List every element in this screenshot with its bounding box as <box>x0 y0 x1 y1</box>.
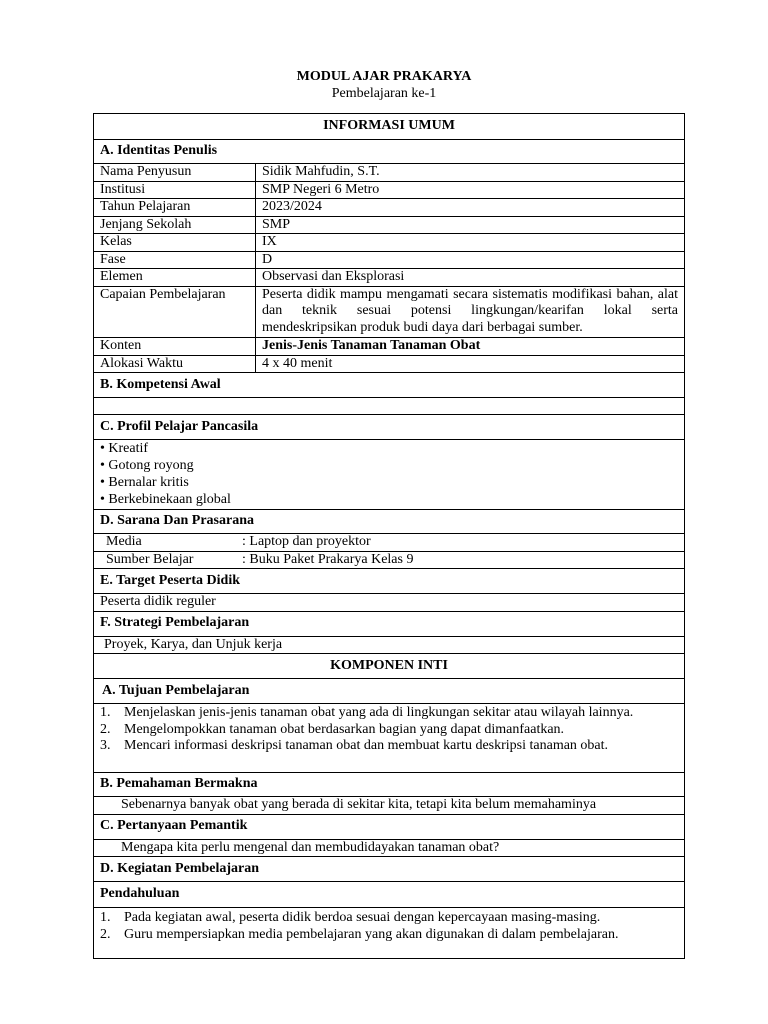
identitas-row <box>94 164 685 182</box>
konten-value: Jenis-Jenis Tanaman Tanaman Obat <box>256 337 685 355</box>
konten-row <box>94 337 685 355</box>
konten-label: Konten <box>94 337 256 355</box>
profil-list <box>94 440 685 510</box>
list-text: Pada kegiatan awal, peserta didik berdoa sesuai dengan kepercayaan masing-masing. <box>124 910 601 925</box>
kegiatan-heading: D. Kegiatan Pembelajaran <box>94 857 685 882</box>
identitas-row <box>94 251 685 269</box>
pemahaman-heading: B. Pemahaman Bermakna <box>94 773 685 797</box>
identitas-row <box>94 216 685 234</box>
capaian-value: Peserta didik mampu mengamati secara sistematis modifikasi bahan, alat dan teknik sesuai potensi lingkungan/kearifan lokal serta mendeskripsikan produk budi daya dari berbagai sumber. <box>256 286 685 337</box>
sarana-sumber-row <box>94 551 685 569</box>
identitas-heading: A. Identitas Penulis <box>94 140 685 164</box>
list-number: 3. <box>100 738 111 753</box>
identitas-row <box>94 269 685 287</box>
identitas-label: Fase <box>94 251 256 269</box>
pendahuluan-list <box>94 908 685 959</box>
identitas-row <box>94 234 685 252</box>
tujuan-heading: A. Tujuan Pembelajaran <box>94 679 685 704</box>
alokasi-row <box>94 355 685 373</box>
capaian-row <box>94 286 685 337</box>
identitas-label: Nama Penyusun <box>94 164 256 182</box>
sarana-media-row <box>94 534 685 552</box>
profil-heading: C. Profil Pelajar Pancasila <box>94 415 685 440</box>
list-text: Mencari informasi deskripsi tanaman obat dan membuat kartu deskripsi tanaman obat. <box>124 738 609 753</box>
list-item <box>100 910 678 927</box>
list-item: • Berkebinekaan global <box>100 492 231 507</box>
identitas-value: SMP Negeri 6 Metro <box>256 181 685 199</box>
list-item: • Gotong royong <box>100 458 194 473</box>
komponen-inti-heading: KOMPONEN INTI <box>94 654 685 679</box>
identitas-label: Elemen <box>94 269 256 287</box>
modul-table <box>93 113 685 959</box>
list-item <box>100 738 664 755</box>
list-number: 1. <box>100 910 111 925</box>
identitas-row <box>94 199 685 217</box>
identitas-value: Observasi dan Eksplorasi <box>256 269 685 287</box>
list-text: Mengelompokkan tanaman obat berdasarkan bagian yang dapat dimanfaatkan. <box>124 721 565 737</box>
list-item <box>100 927 678 944</box>
pertanyaan-heading: C. Pertanyaan Pemantik <box>94 814 685 839</box>
list-number: 2. <box>100 721 111 737</box>
list-text: Menjelaskan jenis-jenis tanaman obat yang ada di lingkungan sekitar atau wilayah lainnya. <box>124 705 634 720</box>
alokasi-value: 4 x 40 menit <box>256 355 685 373</box>
list-number: 1. <box>100 705 111 720</box>
informasi-umum-heading: INFORMASI UMUM <box>94 114 685 140</box>
list-item: • Kreatif <box>100 441 149 456</box>
identitas-label: Jenjang Sekolah <box>94 216 256 234</box>
list-text: Guru mempersiapkan media pembelajaran yang akan digunakan di dalam pembelajaran. <box>124 926 619 942</box>
kompetensi-heading: B. Kompetensi Awal <box>94 373 685 398</box>
document-subtitle: Pembelajaran ke-1 <box>331 86 437 101</box>
pertanyaan-value: Mengapa kita perlu mengenal dan membudidayakan tanaman obat? <box>94 839 685 857</box>
target-heading: E. Target Peserta Didik <box>94 569 685 594</box>
identitas-value: 2023/2024 <box>256 199 685 217</box>
tujuan-list <box>94 704 685 773</box>
list-item <box>100 722 664 739</box>
pendahuluan-heading: Pendahuluan <box>94 882 685 908</box>
list-number: 2. <box>100 926 111 942</box>
identitas-label: Institusi <box>94 181 256 199</box>
list-item <box>100 705 664 722</box>
target-value: Peserta didik reguler <box>94 594 685 612</box>
identitas-row <box>94 181 685 199</box>
list-item: • Bernalar kritis <box>100 475 189 490</box>
sarana-heading: D. Sarana Dan Prasarana <box>94 510 685 534</box>
strategi-heading: F. Strategi Pembelajaran <box>94 611 685 636</box>
pemahaman-value: Sebenarnya banyak obat yang berada di sekitar kita, tetapi kita belum memahaminya <box>94 797 685 815</box>
sumber-value: : Buku Paket Prakarya Kelas 9 <box>242 551 414 567</box>
identitas-label: Kelas <box>94 234 256 252</box>
document-title: MODUL AJAR PRAKARYA <box>296 69 472 84</box>
sumber-label: Sumber Belajar <box>106 551 194 567</box>
alokasi-label: Alokasi Waktu <box>94 355 256 373</box>
kompetensi-empty-row <box>94 398 685 415</box>
media-label: Media <box>106 534 142 549</box>
identitas-value: SMP <box>256 216 685 234</box>
identitas-value: IX <box>256 234 685 252</box>
strategi-value: Proyek, Karya, dan Unjuk kerja <box>94 636 685 654</box>
capaian-label: Capaian Pembelajaran <box>94 286 256 337</box>
identitas-label: Tahun Pelajaran <box>94 199 256 217</box>
identitas-value: Sidik Mahfudin, S.T. <box>256 164 685 182</box>
media-value: : Laptop dan proyektor <box>242 534 371 549</box>
identitas-value: D <box>256 251 685 269</box>
